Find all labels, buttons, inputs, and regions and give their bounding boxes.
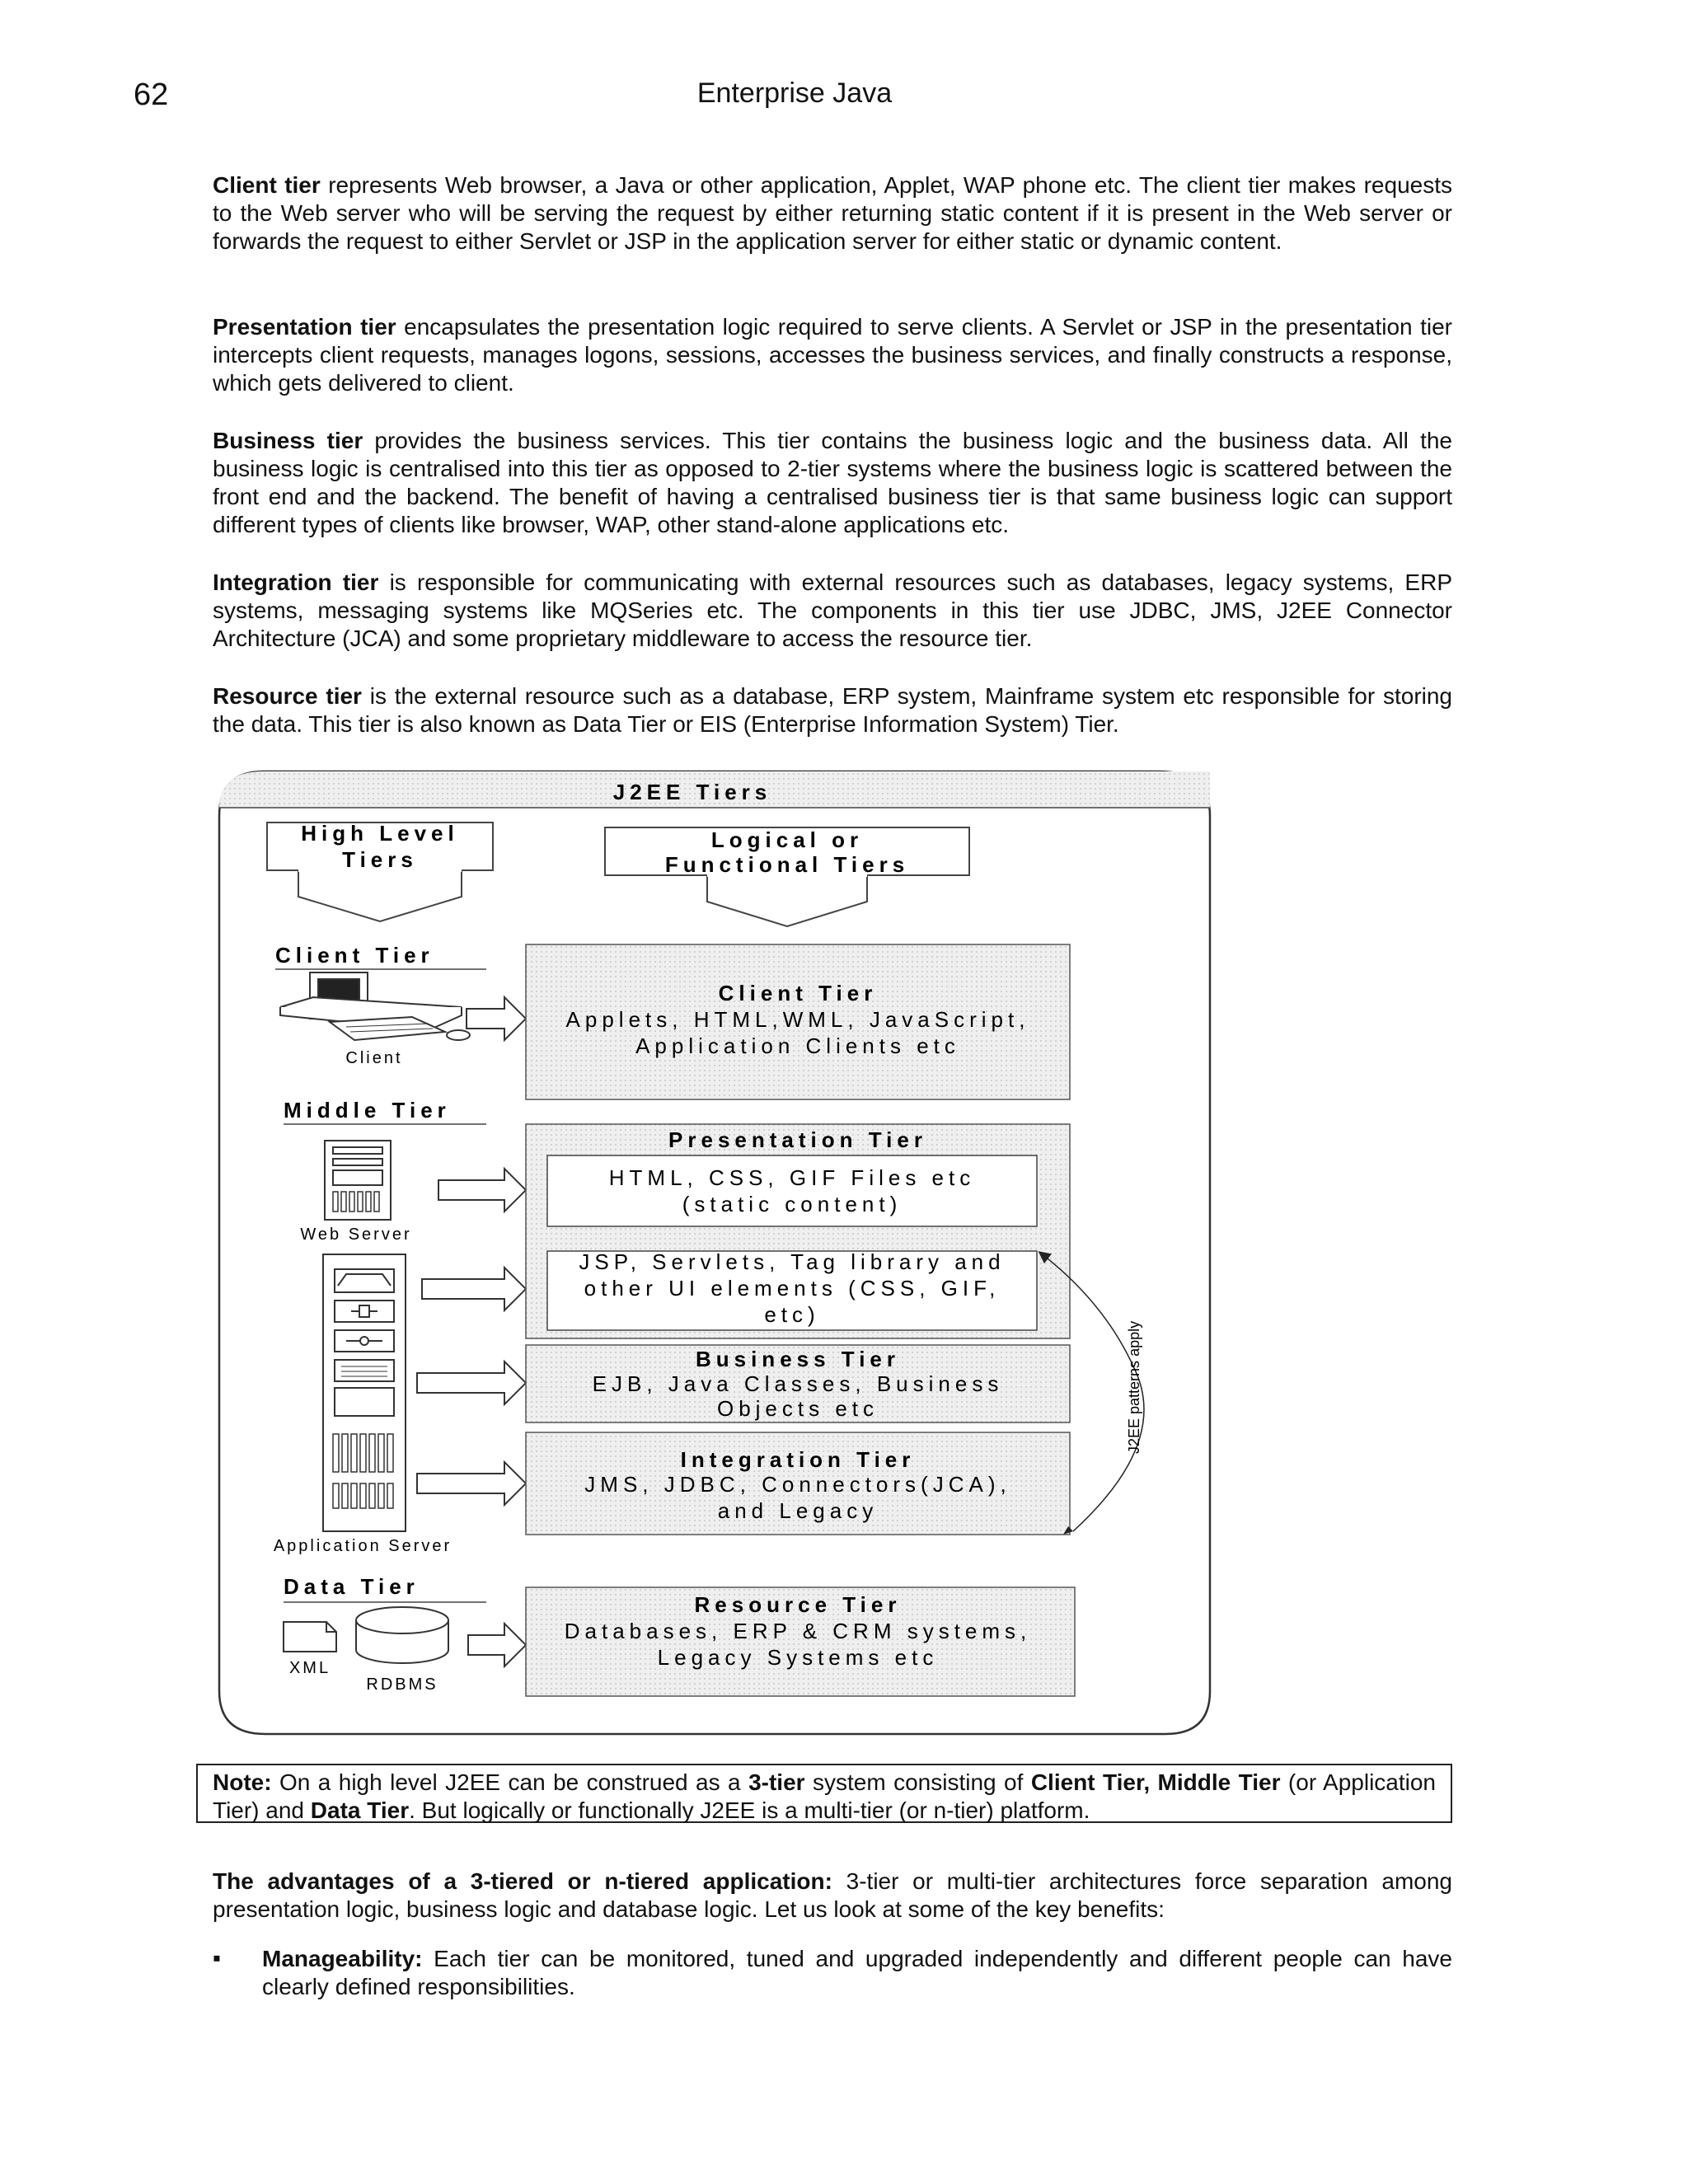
resource-tier-box-line: Legacy Systems etc xyxy=(657,1645,939,1670)
note-box xyxy=(196,1764,1452,1823)
resource-tier-box-title: Resource Tier xyxy=(694,1592,902,1617)
patterns-label: J2EE patterns apply xyxy=(1126,1320,1142,1454)
client-tier-box-title: Client Tier xyxy=(718,981,878,1005)
client-tier-box-line: Applets, HTML,WML, JavaScript, xyxy=(565,1007,1030,1032)
note-text: (or Application Tier) and xyxy=(213,1769,1437,1823)
integration-tier-box-line: JMS, JDBC, Connectors(JCA), xyxy=(584,1472,1011,1497)
bullet-marker: ▪ xyxy=(213,1945,221,1971)
paragraph-text: represents Web browser, a Java or other application, Applet, WAP phone etc. The client tier makes requests to the Web server who will be serving the request by either returning static content if it is present in the Web server or forwards the request to either Servlet or JSP in the application server for either static or dynamic content. xyxy=(213,172,1452,254)
note-bold: Data Tier xyxy=(310,1797,410,1823)
bullet-lead: Manageability: xyxy=(262,1946,423,1971)
static-content-line: (static content) xyxy=(682,1192,903,1216)
business-tier-box-line: Objects etc xyxy=(716,1396,879,1421)
advantages-text: 3-tier or multi-tier architectures force separation among presentation logic, business logic and database logic. Let us look at some of the key benefits: xyxy=(213,1868,1452,1922)
note-bold: 3-tier xyxy=(748,1769,805,1795)
bullet-text: Each tier can be monitored, tuned and upgraded independently and different people can have clearly defined responsibilities. xyxy=(262,1946,1452,1999)
high-level-tiers-label: High Level xyxy=(301,821,459,846)
web-server-label: Web Server xyxy=(300,1226,412,1244)
advantages-paragraph xyxy=(213,1868,1452,1924)
note-text: system consisting of xyxy=(804,1769,1031,1795)
paragraph-text: is responsible for communicating with external resources such as databases, legacy systems, ERP systems, messaging systems like MQSeries etc. The components in this tier use JDBC, JMS, J2EE Connector Architecture (JCA) and some proprietary middleware to access the resource tier. xyxy=(213,569,1453,651)
running-title: Enterprise Java xyxy=(696,77,893,109)
presentation-tier-box-title: Presentation Tier xyxy=(668,1127,927,1152)
high-level-tiers-label: Tiers xyxy=(342,847,418,872)
paragraph-text: encapsulates the presentation logic required to serve clients. A Servlet or JSP in the presentation tier intercepts client requests, manages logons, sessions, accesses the business services, and finally constructs a response, which gets delivered to client. xyxy=(213,314,1453,396)
bullet-text-block xyxy=(262,1945,1452,2001)
logical-tiers-label: Functional Tiers xyxy=(664,852,910,877)
client-label: Client xyxy=(345,1049,403,1067)
logical-tiers-label: Logical or xyxy=(710,827,864,852)
term-business-tier: Business tier xyxy=(213,428,363,453)
static-content-line: HTML, CSS, GIF Files etc xyxy=(608,1165,976,1190)
client-tier-heading: Client Tier xyxy=(275,943,434,968)
resource-tier-box-line: Databases, ERP & CRM systems, xyxy=(564,1619,1032,1643)
term-presentation-tier: Presentation tier xyxy=(213,314,396,340)
note-text: . But logically or functionally J2EE is a multi-tier (or n-tier) platform. xyxy=(409,1797,1090,1823)
term-client-tier: Client tier xyxy=(213,172,321,198)
dynamic-content-line: JSP, Servlets, Tag library and xyxy=(579,1249,1006,1274)
diagram-title: J2EE Tiers xyxy=(612,780,772,804)
term-resource-tier: Resource tier xyxy=(213,683,362,709)
database-cylinder-icon xyxy=(356,1607,448,1663)
business-tier-box-line: EJB, Java Classes, Business xyxy=(592,1371,1004,1396)
term-integration-tier: Integration tier xyxy=(213,569,379,595)
paragraph-text: provides the business services. This tier contains the business logic and the business data. All the business logic is centralised into this tier as opposed to 2-tier systems where the business logic is scattered between the front end and the backend. The benefit of having a centralised business tier is that same business logic can support different types of clients like browser, WAP, other stand-alone applications etc. xyxy=(213,428,1452,537)
application-server-icon xyxy=(323,1254,406,1531)
rdbms-label: RDBMS xyxy=(366,1675,438,1694)
integration-tier-box-line: and Legacy xyxy=(717,1498,879,1523)
dynamic-content-line: etc) xyxy=(764,1302,820,1327)
note-bold: Client Tier, Middle Tier xyxy=(1030,1769,1281,1795)
business-tier-box-title: Business Tier xyxy=(695,1347,901,1371)
application-server-label: Application Server xyxy=(273,1537,452,1555)
note-lead: Note: xyxy=(213,1769,272,1795)
web-server-icon xyxy=(325,1141,391,1220)
client-tier-box-line: Application Clients etc xyxy=(635,1033,960,1058)
dynamic-content-line: other UI elements (CSS, GIF, xyxy=(584,1276,1001,1301)
integration-tier-box-title: Integration Tier xyxy=(680,1447,916,1472)
advantages-lead: The advantages of a 3-tiered or n-tiered application: xyxy=(213,1868,832,1894)
xml-document-icon xyxy=(284,1622,336,1652)
page-number: 62 xyxy=(134,77,169,112)
data-tier-heading: Data Tier xyxy=(284,1574,420,1599)
middle-tier-heading: Middle Tier xyxy=(284,1098,451,1122)
xml-label: XML xyxy=(288,1659,331,1677)
paragraph-text: is the external resource such as a database, ERP system, Mainframe system etc responsible for storing the data. This tier is also known as Data Tier or EIS (Enterprise Information System) Tier. xyxy=(213,683,1453,737)
note-text: On a high level J2EE can be construed as a xyxy=(271,1769,749,1795)
